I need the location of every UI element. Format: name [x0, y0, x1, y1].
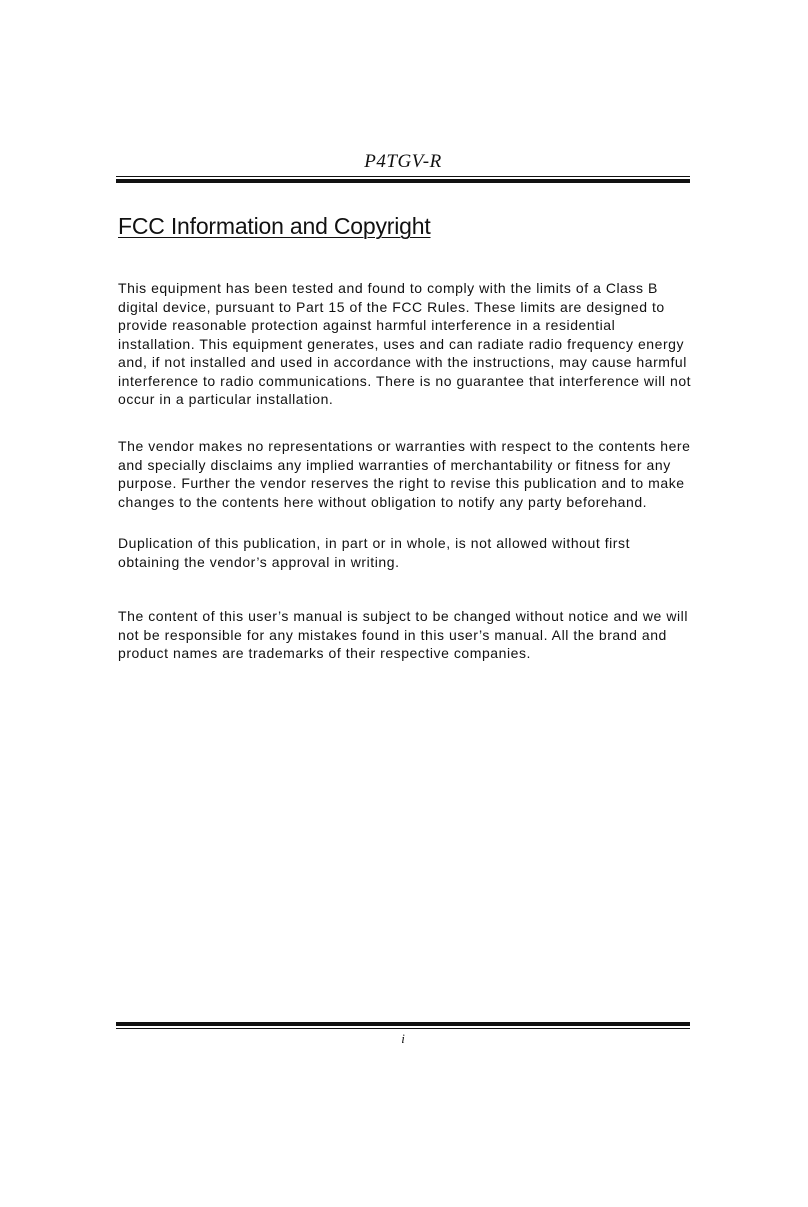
- header-rule-thin: [116, 176, 690, 177]
- warranty-disclaimer-paragraph: The vendor makes no representations or warranties with respect to the contents here and specially disclaims any implied warranties of merchantability or fitness for any purpose. Further the vendor reserves the right to revise this publication and to make changes to the contents here without obligation to notify any party beforehand.: [118, 438, 691, 510]
- content-notice-paragraph: The content of this user’s manual is subject to be changed without notice and we will not be responsible for any mistakes found in this user’s manual. All the brand and product names are trademarks of their respective companies.: [118, 608, 688, 661]
- header-model-title: P4TGV-R: [364, 151, 442, 172]
- page-heading: FCC Information and Copyright: [118, 213, 431, 239]
- duplication-paragraph: Duplication of this publication, in part or in whole, is not allowed without first obtaining the vendor’s approval in writing.: [118, 535, 631, 570]
- header-rule-thick: [116, 179, 690, 183]
- page-number: i: [401, 1031, 405, 1046]
- footer-rule-thick: [116, 1022, 690, 1026]
- footer-rule-thin: [116, 1028, 690, 1029]
- fcc-compliance-paragraph: This equipment has been tested and found to comply with the limits of a Class B digital device, pursuant to Part 15 of the FCC Rules. These limits are designed to provide reasonable protection against harmful interference in a residential installation. This equipment generates, uses and can radiate radio frequency energy and, if not installed and used in accordance with the instructions, may cause harmful interference to radio communications. There is no guarantee that interference will not occur in a particular installation.: [118, 280, 692, 407]
